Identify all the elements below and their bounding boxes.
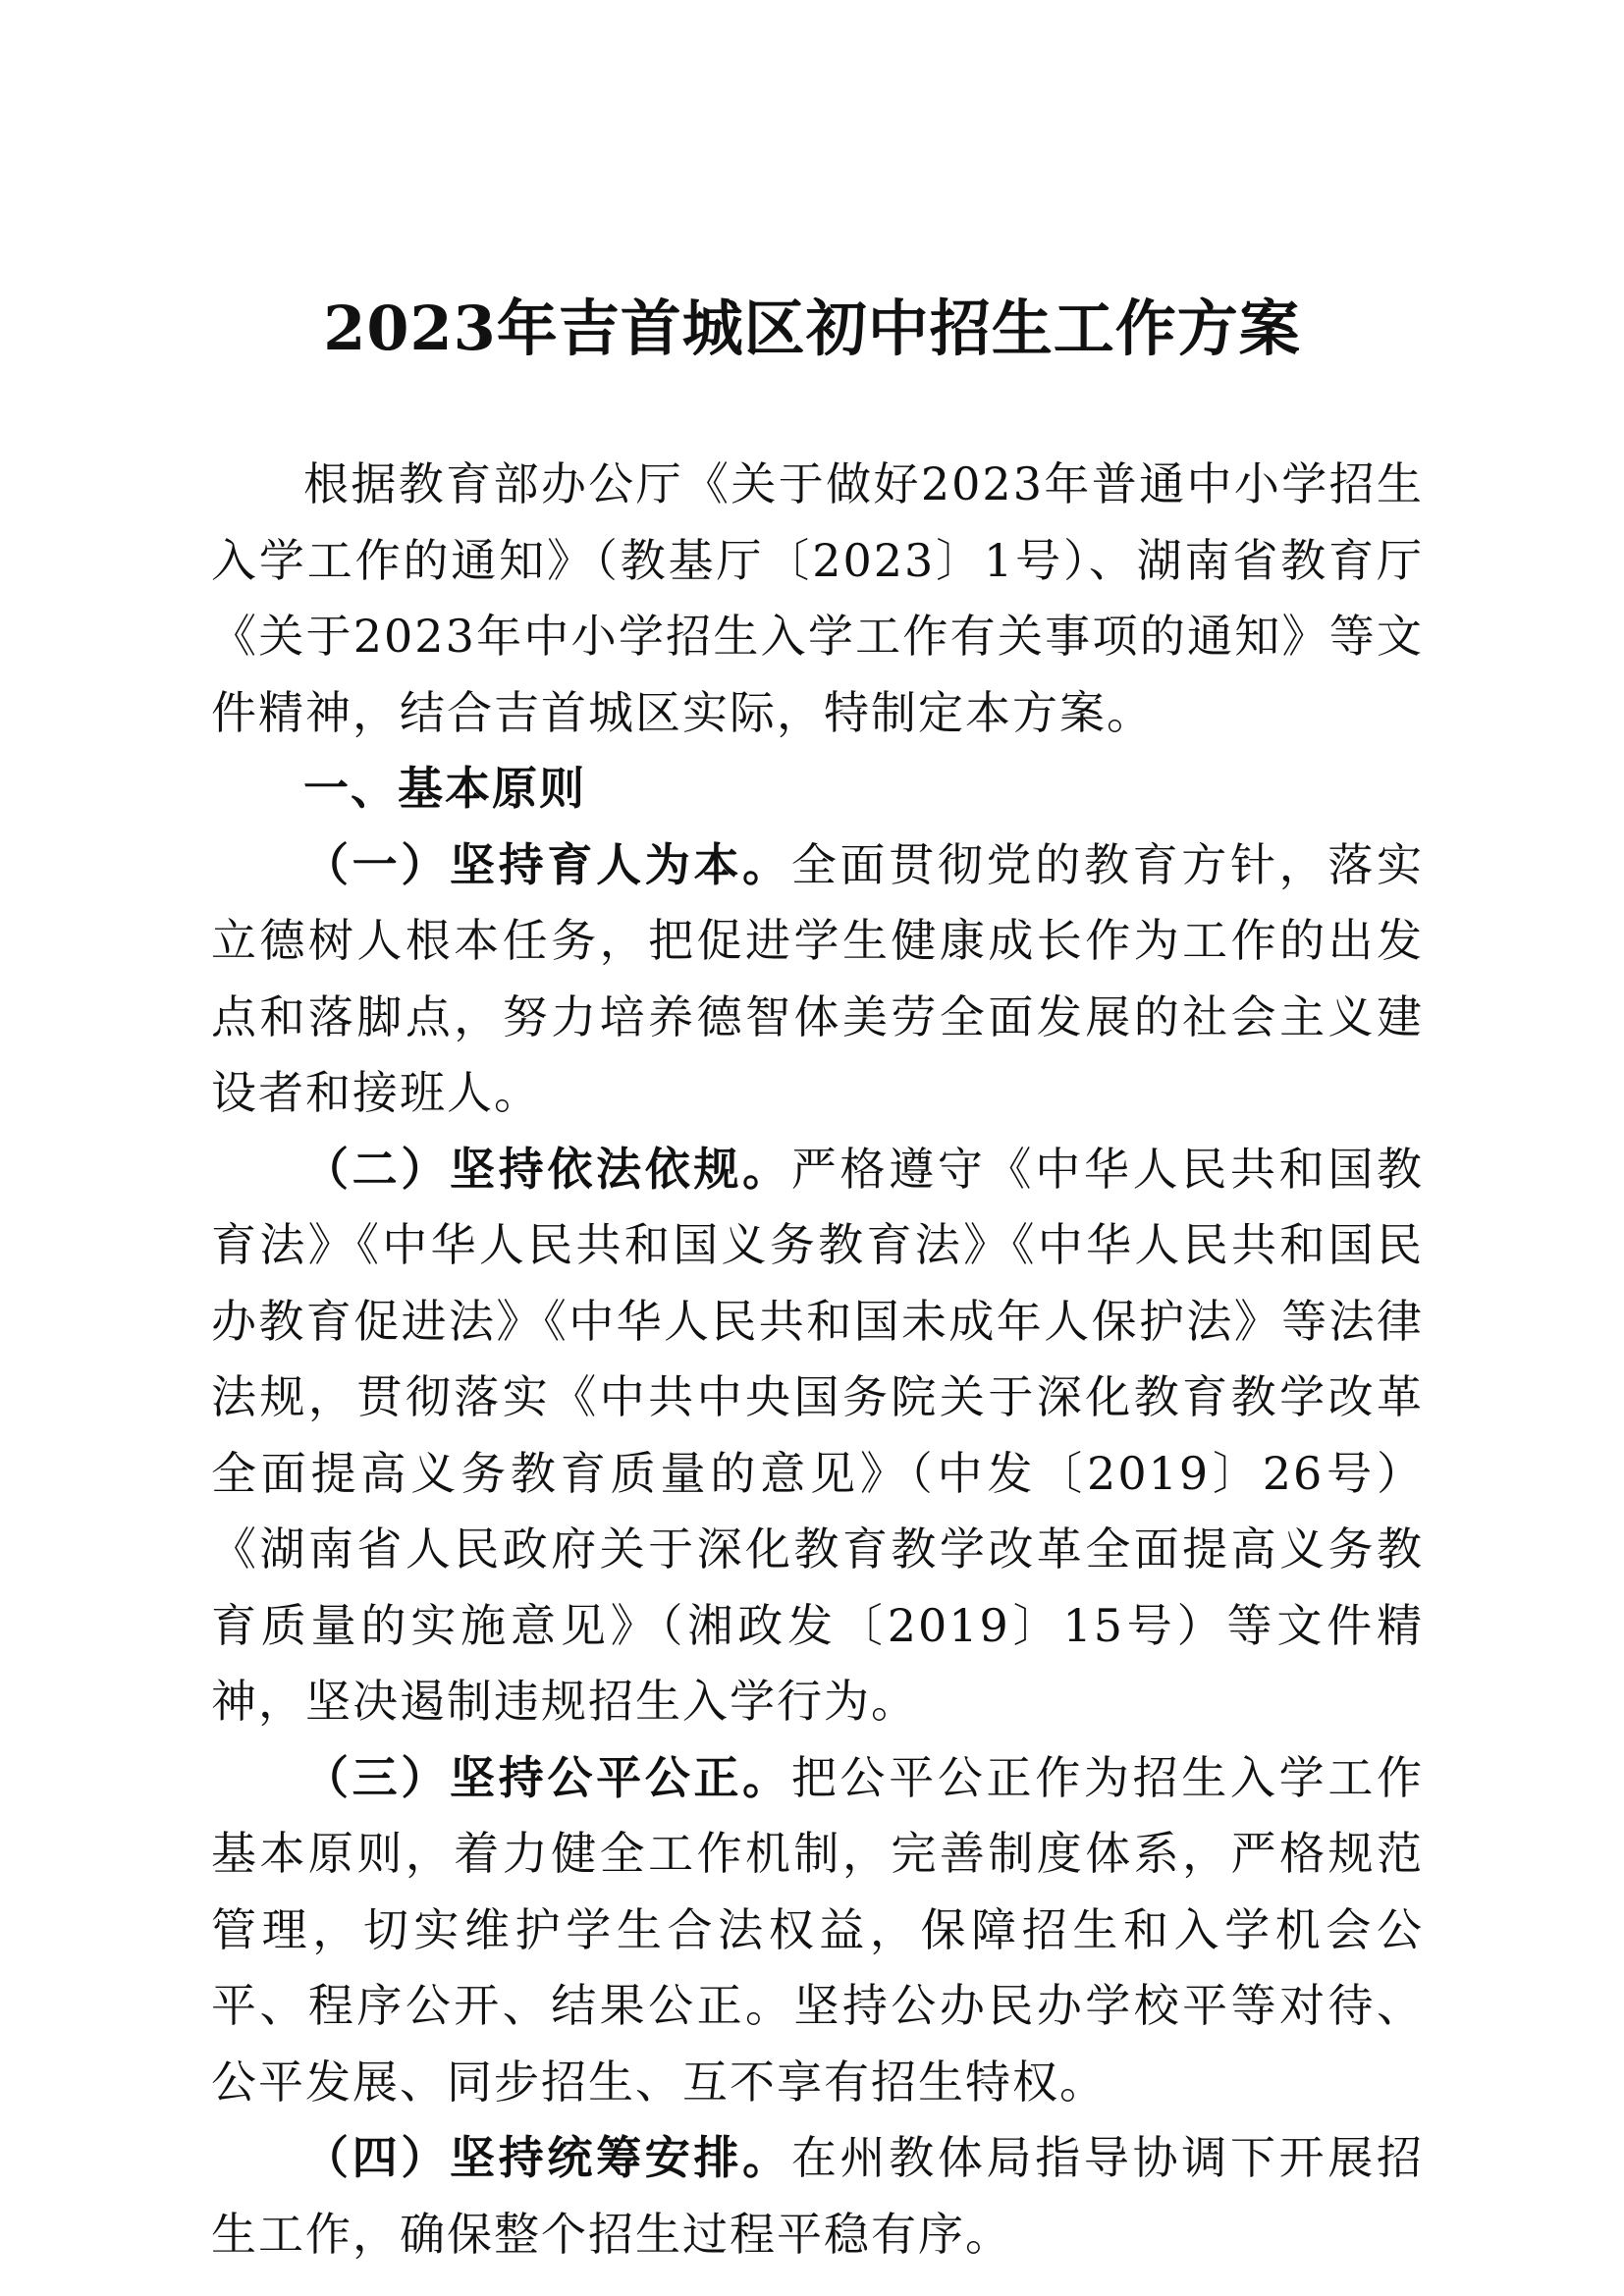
document-title: 2023年吉首城区初中招生工作方案 bbox=[323, 293, 1301, 364]
principle-lead-4: （四）坚持统筹安排。 bbox=[303, 2131, 791, 2184]
principle-lead-1: （一）坚持育人为本。 bbox=[303, 837, 791, 891]
principle-paragraph-3 bbox=[211, 1740, 1424, 2121]
principle-lead-3: （三）坚持公平公正。 bbox=[303, 1750, 791, 1804]
principle-lead-2: （二）坚持依法依规。 bbox=[303, 1142, 791, 1196]
principle-text-4: 在州教体局指导协调下开展招生工作，确保整个招生过程平稳有序。 bbox=[211, 2131, 1425, 2261]
document-body bbox=[211, 447, 1424, 2272]
principle-paragraph-1 bbox=[211, 828, 1424, 1132]
principle-text-2: 严格遵守《中华人民共和国教育法》《中华人民共和国义务教育法》《中华人民共和国民办教育促进法》《中华人民共和国未成年人保护法》等法律法规，贯彻落实《中共中央国务院关于深化教育教学改革全面提高义务教育质量的意见》（中发〔2019〕26号）《湖南省人民政府关于深化教育教学改革全面提高义务教育质量的实施意见》（湘政发〔2019〕15号）等文件精神，坚决遏制违规招生入学行为。 bbox=[211, 1142, 1425, 1728]
principle-text-1: 全面贯彻党的教育方针，落实立德树人根本任务，把促进学生健康成长作为工作的出发点和落脚点，努力培养德智体美劳全面发展的社会主义建设者和接班人。 bbox=[211, 837, 1425, 1119]
principle-text-3: 把公平公正作为招生入学工作基本原则，着力健全工作机制，完善制度体系，严格规范管理，切实维护学生合法权益，保障招生和入学机会公平、程序公开、结果公正。坚持公办民办学校平等对待、公平发展、同步招生、互不享有招生特权。 bbox=[211, 1750, 1425, 2109]
principle-paragraph-2 bbox=[211, 1132, 1424, 1740]
section-heading-basic-principles: 一、基本原则 bbox=[303, 762, 586, 815]
principle-paragraph-4 bbox=[211, 2120, 1424, 2272]
intro-paragraph: 根据教育部办公厅《关于做好2023年普通中小学招生入学工作的通知》（教基厅〔2023〕1号）、湖南省教育厅《关于2023年中小学招生入学工作有关事项的通知》等文件精神，结合吉首城区实际，特制定本方案。 bbox=[211, 457, 1424, 739]
